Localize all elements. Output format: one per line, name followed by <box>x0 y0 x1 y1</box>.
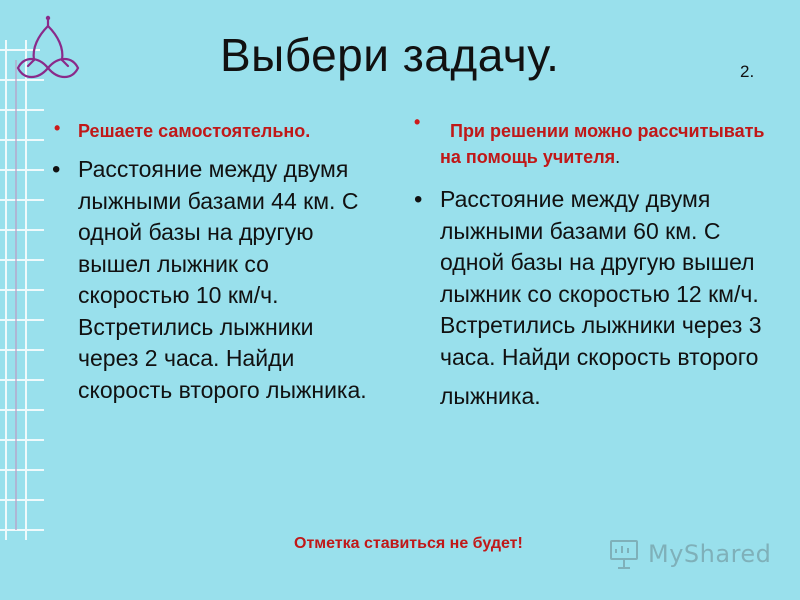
watermark-text: MyShared <box>648 540 772 568</box>
note-text: При решении можно рассчитывать на помощь учителя. <box>440 121 765 167</box>
task-text: Расстояние между двумя лыжными базами 44 км. С одной базы на другую вышел лыжник со скоростью 10 км/ч. Встретились лыжники через 2 часа. Найди скорость второго лыжника. <box>78 156 367 403</box>
slide-number: 2. <box>740 62 755 81</box>
task-column-left <box>48 118 378 406</box>
bullet-icon: • <box>54 118 61 138</box>
task-column-right <box>410 112 770 413</box>
bullet-icon: • <box>52 156 61 183</box>
slide-title: Выбери задачу. <box>220 29 560 81</box>
task-item <box>410 184 770 413</box>
task-text-last-line: лыжника. <box>440 383 541 409</box>
note-item <box>410 112 770 170</box>
note-text: Решаете самостоятельно. <box>78 121 311 141</box>
decorative-ladder <box>0 0 48 600</box>
task-item <box>48 154 378 406</box>
ornament-icon <box>8 12 88 82</box>
bullet-icon: • <box>414 112 421 132</box>
note-item <box>48 118 378 144</box>
bullet-icon: • <box>414 186 423 213</box>
presentation-board-icon <box>608 537 642 571</box>
grading-note: Отметка ставиться не будет! <box>294 535 523 552</box>
watermark <box>608 536 771 572</box>
note-dot: . <box>615 147 621 167</box>
task-text: Расстояние между двумя лыжными базами 60 км. С одной базы на другую вышел лыжник со скоростью 12 км/ч. Встретились лыжники через 3 часа. Найди скорость второго <box>440 186 762 370</box>
